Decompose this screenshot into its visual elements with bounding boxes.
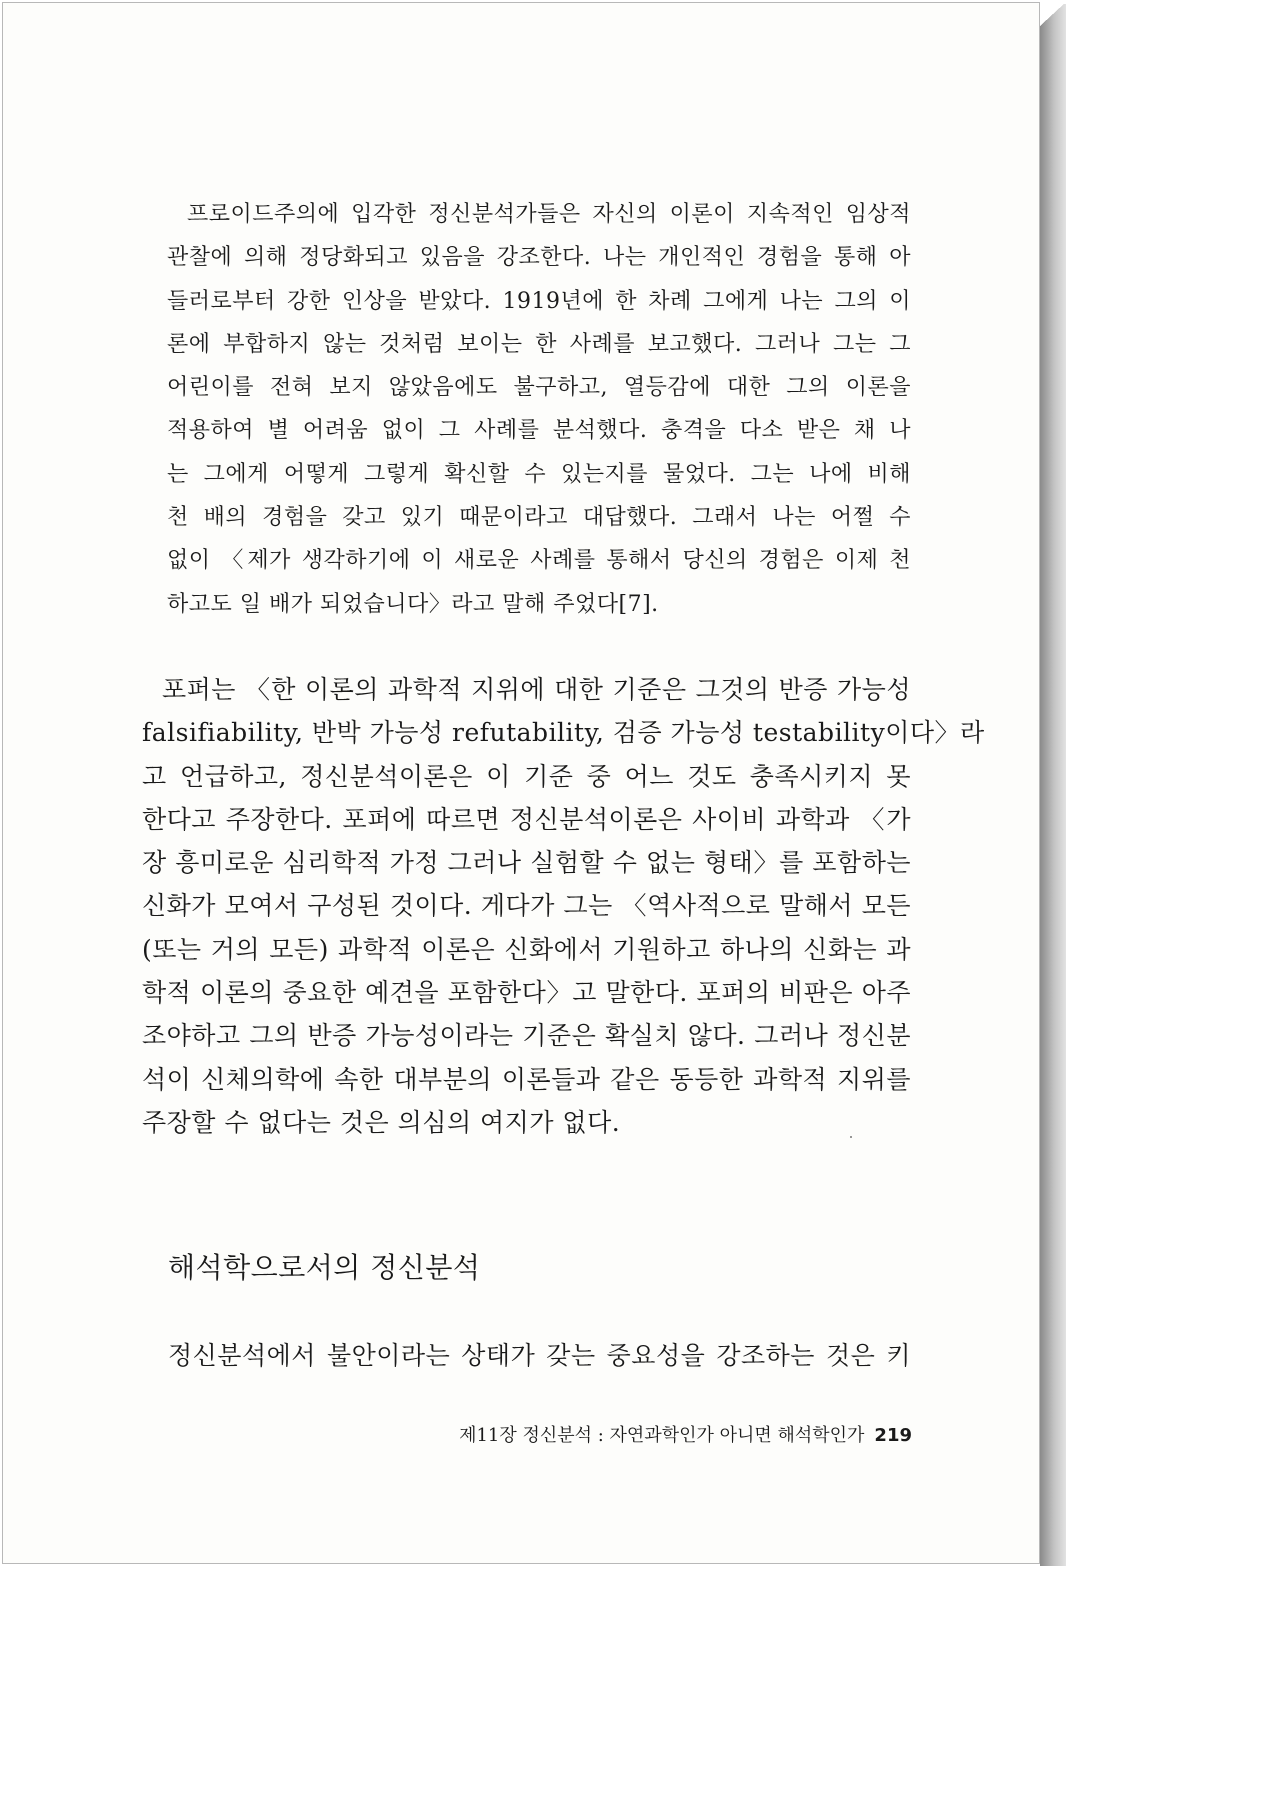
page-footer — [418, 1422, 912, 1450]
quote-line: 관찰에 의해 정당화되고 있음을 강조한다. 나는 개인적인 경험을 통해 아 — [167, 245, 911, 271]
quote-line: 론에 부합하지 않는 것처럼 보이는 한 사례를 보고했다. 그러나 그는 그 — [167, 331, 911, 357]
quote-line: 적용하여 별 어려움 없이 그 사례를 분석했다. 충격을 다소 받은 채 나 — [167, 418, 911, 444]
quote-line: 없이 〈제가 생각하기에 이 새로운 사례를 통해서 당신의 경험은 이제 천 — [167, 548, 911, 574]
body-line: 학적 이론의 중요한 예견을 포함한다〉고 말한다. 포퍼의 비판은 아주 — [142, 978, 911, 1008]
page-edge-corner — [1040, 2, 1066, 26]
quote-line: 하고도 일 배가 되었습니다〉라고 말해 주었다[7]. — [167, 591, 659, 617]
body-line: 주장할 수 없다는 것은 의심의 여지가 없다. — [142, 1107, 621, 1137]
section-heading: 해석학으로서의 정신분석 — [168, 1251, 481, 1284]
block-quote — [167, 193, 911, 626]
page-edge-shadow — [1040, 4, 1066, 1566]
quote-line: 프로이드주의에 입각한 정신분석가들은 자신의 이론이 지속적인 임상적 — [187, 202, 911, 227]
body-line: 한다고 주장한다. 포퍼에 따르면 정신분석이론은 사이비 과학과 〈가 — [142, 804, 911, 834]
quote-line: 는 그에게 어떻게 그렇게 확신할 수 있는지를 물었다. 그는 나에 비해 — [167, 461, 911, 487]
body-line: 고 언급하고, 정신분석이론은 이 기준 중 어느 것도 충족시키지 못 — [142, 761, 911, 791]
body-line: (또는 거의 모든) 과학적 이론은 신화에서 기원하고 하나의 신화는 과 — [142, 934, 911, 964]
body-paragraph-anxiety — [168, 1334, 911, 1377]
page-number: 219 — [874, 1425, 912, 1446]
quote-line: 들러로부터 강한 인상을 받았다. 1919년에 한 차례 그에게 나는 그의 이 — [167, 288, 911, 314]
scan-speck — [850, 1136, 852, 1138]
running-title: 제11장 정신분석 : 자연과학인가 아니면 해석학인가 — [459, 1425, 865, 1446]
body-line: 신화가 모여서 구성된 것이다. 게다가 그는 〈역사적으로 말해서 모든 — [142, 891, 911, 921]
body-line: 정신분석에서 불안이라는 상태가 갖는 중요성을 강조하는 것은 키 — [168, 1341, 911, 1370]
body-line: 석이 신체의학에 속한 대부분의 이론들과 같은 동등한 과학적 지위를 — [142, 1064, 911, 1094]
body-line: 조야하고 그의 반증 가능성이라는 기준은 확실치 않다. 그러나 정신분 — [142, 1021, 911, 1051]
body-line: falsifiability, 반박 가능성 refutability, 검증 가능성 testability이다〉라 — [142, 718, 985, 748]
quote-line: 어린이를 전혀 보지 않았음에도 불구하고, 열등감에 대한 그의 이론을 — [167, 375, 911, 401]
body-line: 장 흥미로운 심리학적 가정 그러나 실험할 수 없는 형태〉를 포함하는 — [142, 848, 911, 878]
body-paragraph-popper — [142, 668, 985, 1144]
body-line: 포퍼는 〈한 이론의 과학적 지위에 대한 기준은 그것의 반증 가능성 — [162, 675, 911, 704]
quote-line: 천 배의 경험을 갖고 있기 때문이라고 대답했다. 그래서 나는 어쩔 수 — [167, 505, 911, 531]
